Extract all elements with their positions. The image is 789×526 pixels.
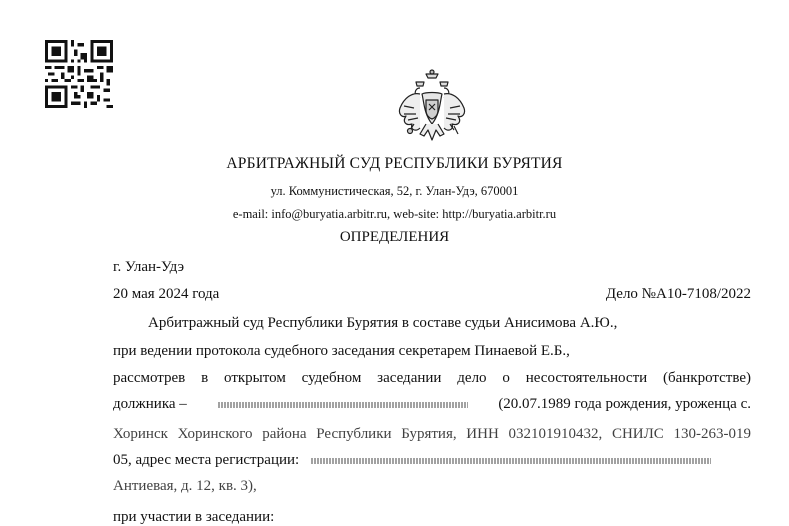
paragraph-debtor (113, 396, 751, 413)
court-contacts: e-mail: info@buryatia.arbitr.ru, web-site: http://buryatia.arbitr.ru (232, 207, 557, 221)
case-number: Дело №А10-7108/2022 (605, 286, 751, 302)
paragraph-secretary: при ведении протокола судебного заседания секретарем Пинаевой Е.Б., (113, 343, 570, 359)
redacted-name (218, 402, 468, 408)
qr-code-icon (45, 40, 113, 108)
coat-of-arms-icon (396, 68, 468, 146)
paragraph-court-composition: Арбитражный суд Республики Бурятия в составе судьи Анисимова А.Ю., (148, 315, 618, 331)
paragraph-debtor-ids (113, 426, 751, 443)
registration-label: 05, адрес места регистрации: (113, 452, 300, 468)
debtor-birth: (20.07.1989 года рождения, уроженца с. (498, 396, 751, 412)
document-type: ОПРЕДЕЛЕНИЯ (339, 229, 450, 245)
debtor-ids-text: Хоринск Хоринского района Республики Бурятия, ИНН 032101910432, СНИЛС 130-263-019 (113, 426, 751, 442)
address-end-text: Антиевая, д. 12, кв. 3), (113, 478, 257, 494)
paragraph-address-end (113, 478, 751, 495)
debtor-label: должника – (113, 396, 187, 412)
paragraph-case-subject: рассмотрев в открытом судебном заседании дело о несостоятельности (банкротстве) (113, 370, 751, 386)
paragraph-registration (113, 452, 751, 469)
court-address: ул. Коммунистическая, 52, г. Улан-Удэ, 670001 (270, 184, 519, 198)
paragraph-participants: при участии в заседании: (113, 509, 275, 525)
court-name: АРБИТРАЖНЫЙ СУД РЕСПУБЛИКИ БУРЯТИЯ (226, 155, 563, 172)
city: г. Улан-Удэ (113, 259, 185, 275)
decision-date: 20 мая 2024 года (113, 286, 220, 302)
redacted-address (311, 458, 711, 464)
